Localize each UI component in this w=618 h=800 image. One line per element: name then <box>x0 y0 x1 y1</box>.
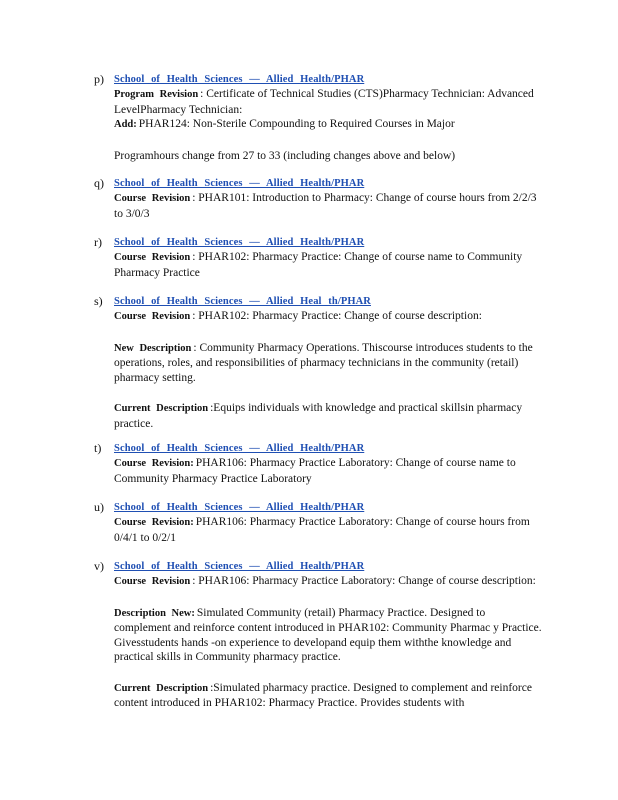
new-description <box>114 606 544 665</box>
section-link[interactable]: School of Health Sciences — Allied Health/PHAR <box>114 74 365 85</box>
section-link[interactable]: School of Health Sciences — Allied Health/PHAR <box>114 178 365 189</box>
item-marker: s) <box>94 294 103 308</box>
para-label: Current Description <box>114 403 209 414</box>
new-description <box>114 341 544 386</box>
para-text: :Simulated pharmacy practice. Designed to complement and reinforce content introduced in PHAR102: Pharmacy Practice. Provides students with <box>114 681 532 709</box>
course-revision-line <box>114 309 544 325</box>
program-revision-line <box>114 87 544 117</box>
line-text: : PHAR101: Introduction to Pharmacy: Change of course hours from 2/2/3 to 3/0/3 <box>114 192 537 220</box>
list-item-u <box>94 500 544 545</box>
current-description <box>114 681 544 711</box>
item-marker: v) <box>94 559 104 573</box>
course-revision-line <box>114 515 544 545</box>
add-line <box>114 117 544 133</box>
line-text: : PHAR102: Pharmacy Practice: Change of course name to Community Pharmacy Practice <box>114 251 523 279</box>
section-link[interactable]: School of Health Sciences — Allied Health/PHAR <box>114 237 365 248</box>
section-link[interactable]: School of Health Sciences — Allied Health/PHAR <box>114 443 365 454</box>
line-label: Course Revision: <box>114 458 194 469</box>
list-item-p <box>94 72 544 163</box>
section-link[interactable]: School of Health Sciences — Allied Health/PHAR <box>114 502 365 513</box>
para-text: : Community Pharmacy Operations. Thiscourse introduces students to the operations, roles, and responsibilities of pharmacy technicians in the community (retail) pharmacy setting. <box>114 341 533 384</box>
para-label: Current Description <box>114 682 209 694</box>
list-item-q <box>94 176 544 221</box>
para-text: :Equips individuals with knowledge and practical skillsin pharmacy practice. <box>114 402 523 430</box>
line-text: : PHAR102: Pharmacy Practice: Change of course description: <box>192 310 482 322</box>
item-marker: u) <box>94 500 104 514</box>
line-text: : Certificate of Technical Studies (CTS)Pharmacy Technician: Advanced LevelPharmacy Technician: <box>114 88 534 116</box>
para-text: Simulated Community (retail) Pharmacy Practice. Designed to complement and reinforce content introduced in PHAR102: Community Pharmac y Practice. Givesstudents hands -on experience to developand equip them withthe knowledge and practical skills in Community pharmacy practice. <box>114 606 542 663</box>
program-hours-note: Programhours change from 27 to 33 (including changes above and below) <box>114 149 456 162</box>
section-link[interactable]: School of Health Sciences — Allied Heal th/PHAR <box>114 296 371 307</box>
course-revision-line <box>114 250 544 280</box>
line-label: Course Revision: <box>114 517 194 528</box>
line-text: PHAR106: Pharmacy Practice Laboratory: Change of course name to Community Pharmacy Practice Laboratory <box>114 457 516 485</box>
course-revision-line <box>114 574 544 590</box>
line-text: : PHAR106: Pharmacy Practice Laboratory: Change of course description: <box>192 575 536 587</box>
course-revision-line <box>114 456 544 486</box>
line-text: PHAR124: Non-Sterile Compounding to Required Courses in Major <box>138 118 455 130</box>
course-revision-line <box>114 191 544 221</box>
line-label: Add: <box>114 119 137 130</box>
list-item-t <box>94 441 544 486</box>
line-text: PHAR106: Pharmacy Practice Laboratory: Change of course hours from 0/4/1 to 0/2/1 <box>114 516 530 544</box>
item-marker: p) <box>94 72 104 86</box>
list-item-s <box>94 294 544 431</box>
line-label: Program Revision <box>114 89 199 100</box>
para-label: New Description <box>114 342 192 354</box>
line-label: Course Revision <box>114 576 191 587</box>
line-label: Course Revision <box>114 193 191 204</box>
list-item-r <box>94 235 544 280</box>
section-link[interactable]: School of Health Sciences — Allied Health/PHAR <box>114 561 365 572</box>
list-item-v <box>94 559 544 711</box>
line-label: Course Revision <box>114 311 191 322</box>
item-marker: t) <box>94 441 102 455</box>
item-marker: r) <box>94 235 102 249</box>
para-label: Description New: <box>114 607 195 619</box>
item-marker: q) <box>94 176 104 190</box>
current-description <box>114 401 544 431</box>
line-label: Course Revision <box>114 252 191 263</box>
